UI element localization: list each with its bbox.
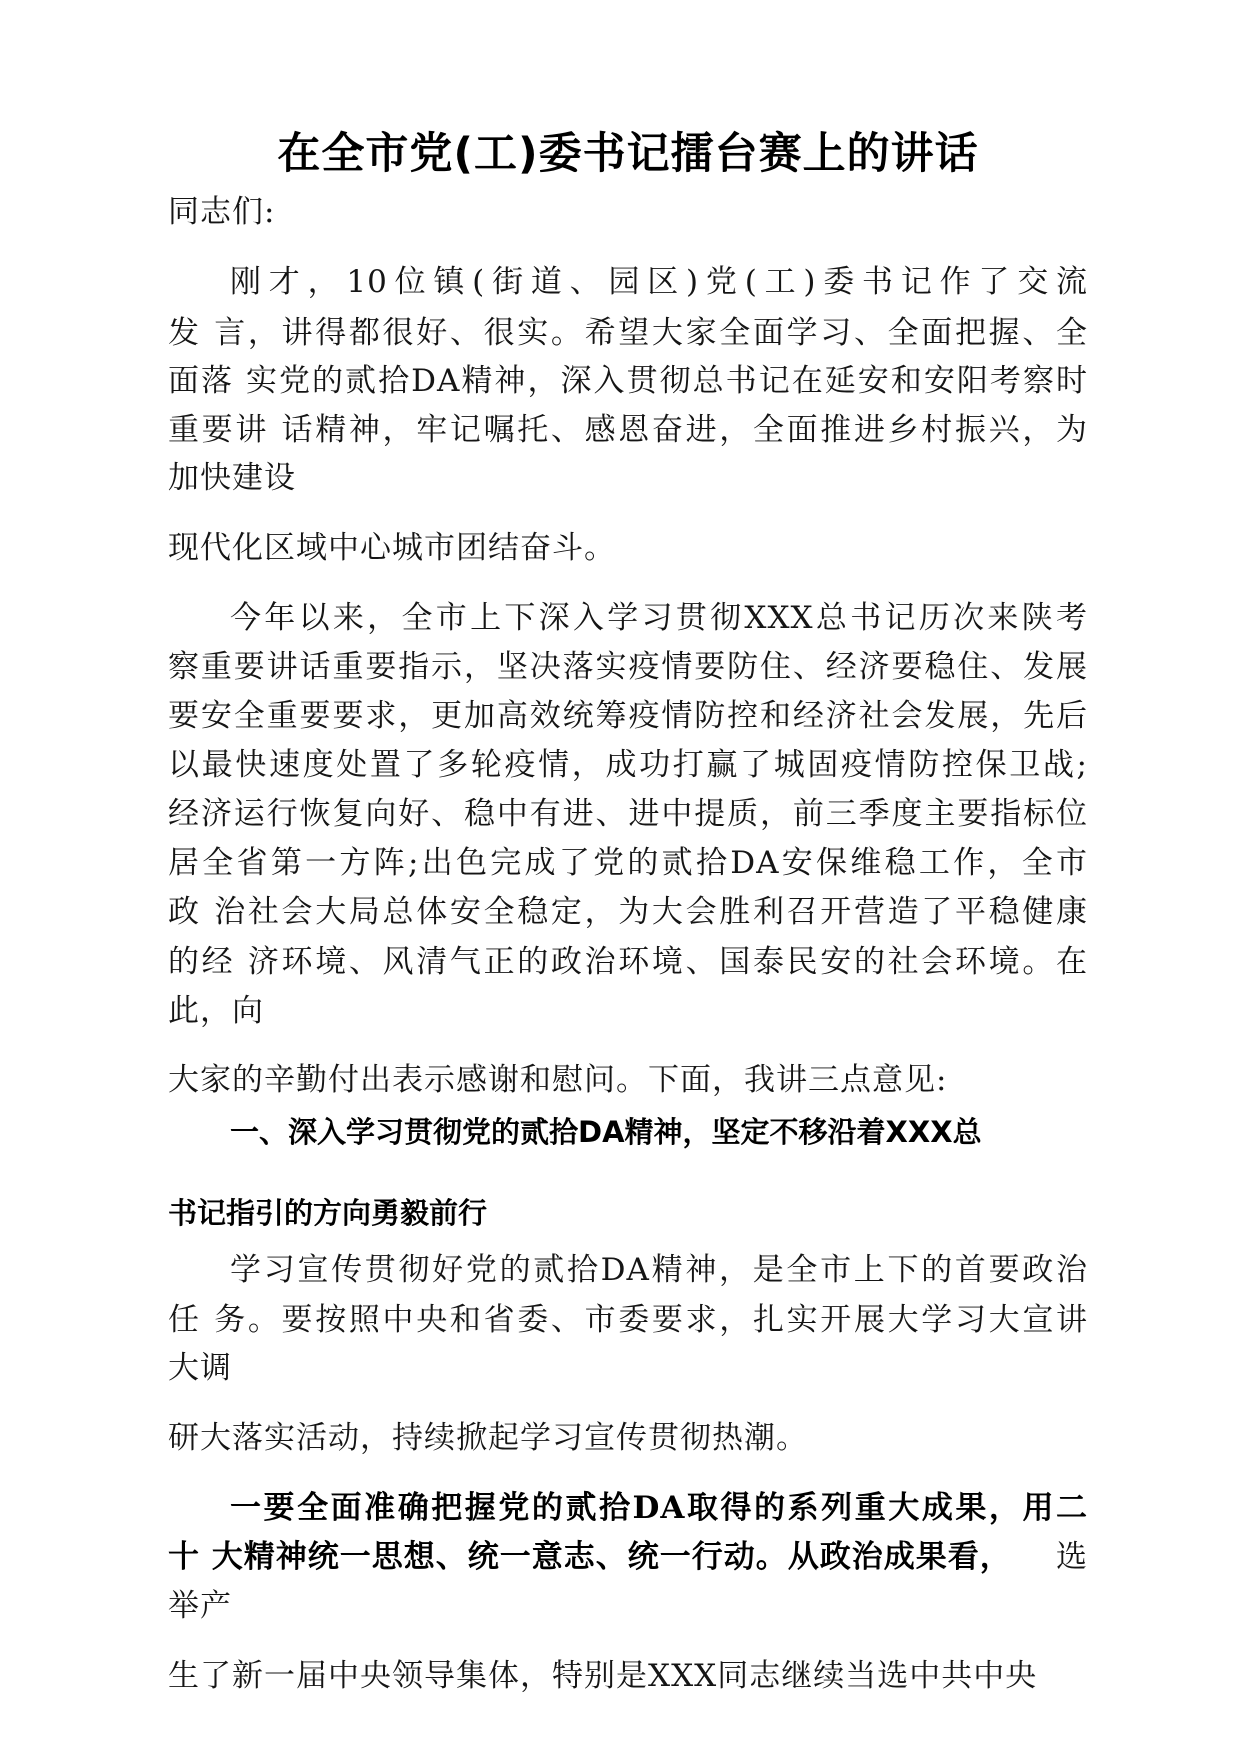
paragraph-3-line-3: 大调 (168, 1350, 232, 1386)
paragraph-1-line-5: 加快建设 (168, 460, 296, 496)
paragraph-4-line-2 (168, 1537, 1088, 1577)
paragraph-2-line-9: 此，向 (168, 993, 264, 1029)
document-title: 在全市党(工)委书记擂台赛上的讲话 (277, 129, 979, 179)
paragraph-3-line-4: 研大落实活动，持续掀起学习宣传贯彻热潮。 (168, 1420, 808, 1456)
paragraph-2-line-10: 大家的辛勤付出表示感谢和慰问。下面，我讲三点意见: (168, 1062, 948, 1098)
paragraph-2-line-2: 察重要讲话重要指示，坚决落实疫情要防住、经济要稳住、发展 (168, 649, 1088, 685)
paragraph-4-line-4: 生了新一届中央领导集体，特别是XXX同志继续当选中共中央 (168, 1658, 1038, 1694)
paragraph-3-line-1: 学习宣传贯彻好党的贰拾DA精神，是全市上下的首要政治 (230, 1252, 1088, 1288)
paragraph-1-line-1: 刚才，10位镇(街道、园区)党(工)委书记作了交流 (230, 264, 1088, 300)
paragraph-2-line-7: 政 治社会大局总体安全稳定，为大会胜利召开营造了平稳健康 (168, 894, 1088, 930)
paragraph-2-line-1: 今年以来，全市上下深入学习贯彻XXX总书记历次来陕考 (230, 600, 1088, 636)
paragraph-2-line-6: 居全省第一方阵;出色完成了党的贰拾DA安保维稳工作，全市 (168, 845, 1088, 881)
paragraph-1-line-3: 面落 实党的贰拾DA精神，深入贯彻总书记在延安和安阳考察时 (168, 363, 1088, 399)
paragraph-4-line-2-tail: 选 (1056, 1539, 1088, 1575)
paragraph-4-line-3: 举产 (168, 1588, 232, 1624)
paragraph-4-line-1: 一要全面准确把握党的贰拾DA取得的系列重大成果，用二 (230, 1490, 1088, 1526)
salutation: 同志们: (168, 194, 276, 230)
paragraph-2-line-3: 要安全重要要求，更加高效统筹疫情防控和经济社会发展，先后 (168, 698, 1088, 734)
paragraph-2-line-4: 以最快速度处置了多轮疫情，成功打赢了城固疫情防控保卫战; (168, 747, 1088, 783)
paragraph-1-line-6: 现代化区域中心城市团结奋斗。 (168, 530, 616, 566)
paragraph-1-line-4: 重要讲 话精神，牢记嘱托、感恩奋进，全面推进乡村振兴，为 (168, 412, 1088, 448)
paragraph-3-line-2: 任 务。要按照中央和省委、市委要求，扎实开展大学习大宣讲 (168, 1302, 1088, 1338)
section-heading-1-line-1: 一、深入学习贯彻党的贰拾DA精神，坚定不移沿着XXX总 (230, 1115, 982, 1149)
paragraph-4-line-2-bold: 十 大精神统一思想、统一意志、统一行动。从政治成果看， (168, 1539, 1012, 1575)
paragraph-1-line-2: 发 言，讲得都很好、很实。希望大家全面学习、全面把握、全 (168, 315, 1088, 351)
paragraph-2-line-8: 的经 济环境、风清气正的政治环境、国泰民安的社会环境。在 (168, 944, 1088, 980)
section-heading-1-line-2: 书记指引的方向勇毅前行 (168, 1196, 488, 1230)
paragraph-2-line-5: 经济运行恢复向好、稳中有进、进中提质，前三季度主要指标位 (168, 796, 1088, 832)
